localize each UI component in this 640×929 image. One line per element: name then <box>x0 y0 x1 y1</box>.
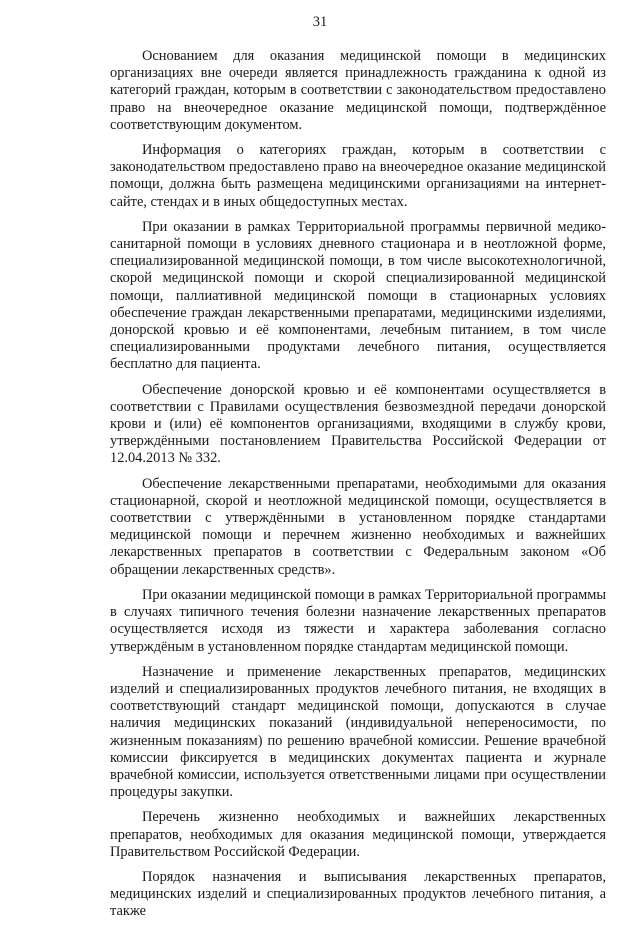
paragraph: Порядок назначения и выписывания лекарственных препаратов, медицинских изделий и специализированных продуктов лечебного питания, а также <box>110 868 606 920</box>
paragraph: При оказании медицинской помощи в рамках Территориальной программы в случаях типичного течения болезни назначение лекарственных препаратов осуществляется исходя из тяжести и характера заболевания согласно утверждёным в установленном порядке стандартам медицинской помощи. <box>110 586 606 655</box>
body-text <box>110 48 606 929</box>
paragraph: Назначение и применение лекарственных препаратов, медицинских изделий и специализированных продуктов лечебного питания, не входящих в соответствующий стандарт медицинской помощи, допускаются в случае наличия медицинских показаний (индивидуальной непереносимости, по жизненным показаниям) по решению врачебной комиссии. Решение врачебной комиссии фиксируется в медицинских документах пациента и журнале врачебной комиссии, используется ответственными лицами при осуществлении процедуры закупки. <box>110 663 606 801</box>
paragraph: Обеспечение лекарственными препаратами, необходимыми для оказания стационарной, скорой и неотложной медицинской помощи, осуществляется в соответствии с утверждёнными в установленном порядке стандартами медицинской помощи и перечнем жизненно необходимых и важнейших лекарственных препаратов в соответствии с Федеральным законом «Об обращении лекарственных средств». <box>110 475 606 578</box>
page-number: 31 <box>312 14 328 30</box>
paragraph: Основанием для оказания медицинской помощи в медицинских организациях вне очереди является принадлежность гражданина к одной из категорий граждан, которым в соответствии с законодательством предоставлено право на внеочередное оказание медицинской помощи, подтверждённое соответствующим документом. <box>110 48 606 133</box>
paragraph: Обеспечение донорской кровью и её компонентами осуществляется в соответствии с Правилами осуществления безвозмездной передачи донорской крови и (или) её компонентов организациями, входящими в службу крови, утверждёнными постановлением Правительства Российской Федерации от 12.04.2013 № 332. <box>110 381 606 467</box>
paragraph: Информация о категориях граждан, которым в соответствии с законодательством предоставлено право на внеочередное оказание медицинской помощи, должна быть размещена медицинскими организациями на интернет-сайте, стендах и в иных общедоступных местах. <box>110 142 606 210</box>
paragraph: Перечень жизненно необходимых и важнейших лекарственных препаратов, необходимых для оказания медицинской помощи, утверждается Правительством Российской Федерации. <box>110 809 606 860</box>
paragraph: При оказании в рамках Территориальной программы первичной медико-санитарной помощи в условиях дневного стационара и в неотложной форме, специализированной медицинской помощи, в том числе высокотехнологичной, скорой медицинской помощи и скорой специализированной медицинской помощи, паллиативной медицинской помощи в стационарных условиях обеспечение граждан лекарственными препаратами, медицинскими изделиями, донорской кровью и её компонентами, лечебным питанием, в том числе специализированными продуктами лечебного питания, осуществляется бесплатно для пациента. <box>110 218 606 373</box>
